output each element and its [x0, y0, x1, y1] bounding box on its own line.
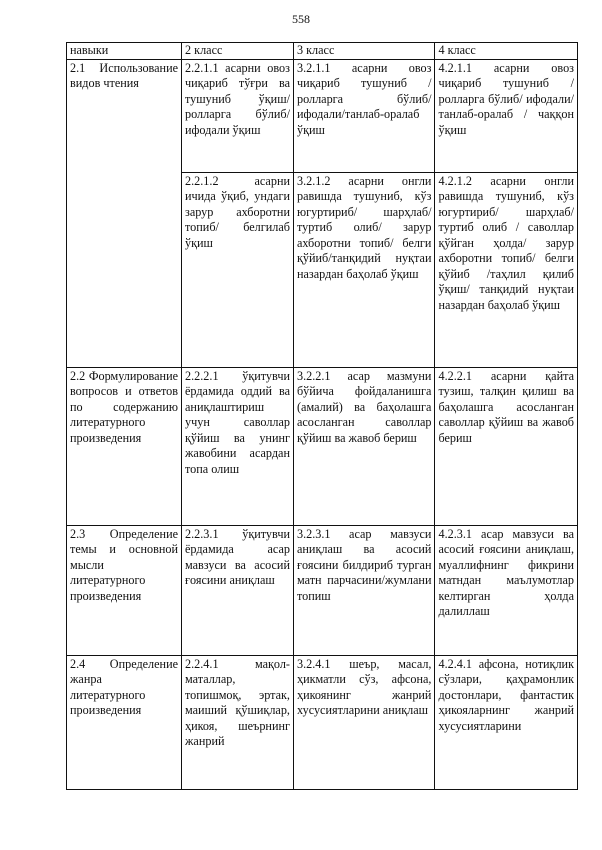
skill-cell: 2.4 Определение жанра литературного произведения: [67, 655, 182, 789]
table-cell: 4.2.3.1 асар мавзуси ва асосий ғоясини аниқлаш, муаллифнинг фикрини матндан маълумотлар келтирган ҳолда далиллаш: [435, 525, 578, 655]
table-cell: 3.2.4.1 шеър, масал, ҳикматли сўз, афсона, ҳикоянинг жанрий хусусиятларини аниқлаш: [293, 655, 434, 789]
table-cell: 3.2.1.2 асарни онгли равишда тушуниб, кўз югуртириб/ шарҳлаб/ туртиб олиб/ зарур ахборотни топиб/ белги қўйиб/танқидий нуқтаи назардан баҳолаб ўқиш: [293, 172, 434, 367]
table-cell: 2.2.1.1 асарни овоз чиқариб тўғри ва тушуниб ўқиш/ролларга бўлиб/ ифодали ўқиш: [182, 59, 294, 172]
table-cell: 3.2.2.1 асар мазмуни бўйича фойдаланишга (амалий) ва баҳолашга асосланган саволлар қўйиш ва жавоб бериш: [293, 367, 434, 525]
table-cell: 3.2.3.1 асар мавзуси аниқлаш ва асосий ғоясини билдириб турган матн парчасини/жумлани топиш: [293, 525, 434, 655]
header-grade-3: 3 класс: [293, 43, 434, 60]
header-skills: навыки: [67, 43, 182, 60]
table-cell: 4.2.4.1 афсона, нотиқлик сўзлари, қаҳрамонлик достонлари, фантастик ҳикояларнинг жанрий хусусиятларини: [435, 655, 578, 789]
table-cell: 4.2.1.2 асарни онгли равишда тушуниб, кўз югуртириб/ шарҳлаб/ туртиб олиб / саволлар қўйган ҳолда/ зарур ахборотни топиб/ белги қўйиб /таҳлил қилиб ўқиш/ танқидий нуқтаи назардан баҳолаб ўқиш: [435, 172, 578, 367]
table-row: [67, 525, 578, 655]
table-header-row: [67, 43, 578, 60]
skill-cell: 2.3 Определение темы и основной мысли литературного произведения: [67, 525, 182, 655]
table-row: [67, 367, 578, 525]
page-number: 558: [292, 12, 310, 26]
curriculum-table: [66, 42, 578, 790]
table-row: [67, 59, 578, 172]
table-cell: 2.2.3.1 ўқитувчи ёрдамида асар мавзуси ва асосий ғоясини аниқлаш: [182, 525, 294, 655]
table-cell: 3.2.1.1 асарни овоз чиқариб тушуниб / ролларга бўлиб/ ифодали/танлаб-оралаб ўқиш: [293, 59, 434, 172]
header-grade-2: 2 класс: [182, 43, 294, 60]
table-cell: 2.2.1.2 асарни ичида ўқиб, ундаги зарур ахборотни топиб/ белгилаб ўқиш: [182, 172, 294, 367]
header-grade-4: 4 класс: [435, 43, 578, 60]
skill-cell: 2.2 Формулирование вопросов и ответов по содержанию литературного произведения: [67, 367, 182, 525]
table-cell: 4.2.2.1 асарни қайта тузиш, талқин қилиш ва баҳолашга асосланган саволлар қўйиш ва жавоб бериш: [435, 367, 578, 525]
table-cell: 4.2.1.1 асарни овоз чиқариб тушуниб / ролларга бўлиб/ ифодали/ танлаб-оралаб / чаққон ўқиш: [435, 59, 578, 172]
skill-cell: 2.1 Использование видов чтения: [67, 59, 182, 367]
table-row: [67, 655, 578, 789]
table-cell: 2.2.4.1 мақол-маталлар, топишмоқ, эртак, маиший қўшиқлар, ҳикоя, шеърнинг жанрий: [182, 655, 294, 789]
table-cell: 2.2.2.1 ўқитувчи ёрдамида оддий ва аниқлаштириш учун саволлар қўйиш ва унинг жавобини асардан топа олиш: [182, 367, 294, 525]
